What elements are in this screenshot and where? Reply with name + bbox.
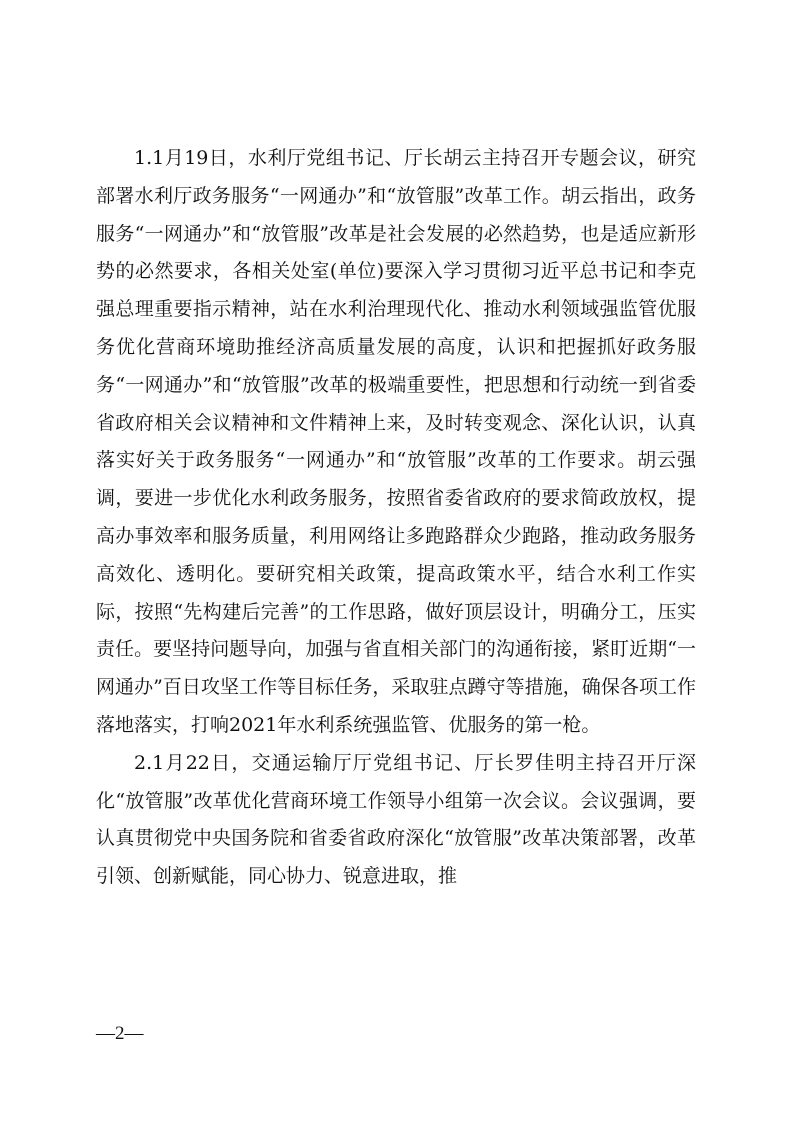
document-body: [96, 140, 696, 896]
page-number: —2—: [96, 1023, 144, 1044]
paragraph-2: 2.1月22日，交通运输厅厅党组书记、厅长罗佳明主持召开厅深化“放管服”改革优化营商环境工作领导小组第一次会议。会议强调，要认真贯彻党中央国务院和省委省政府深化“放管服”改革决策部署，改革引领、创新赋能，同心协力、锐意进取，推: [96, 751, 696, 888]
paragraph-1: 1.1月19日，水利厅党组书记、厅长胡云主持召开专题会议，研究部署水利厅政务服务“一网通办”和“放管服”改革工作。胡云指出，政务服务“一网通办”和“放管服”改革是社会发展的必然趋势，也是适应新形势的必然要求，各相关处室(单位)要深入学习贯彻习近平总书记和李克强总理重要指示精神，站在水利治理现代化、推动水利领域强监管优服务优化营商环境助推经济高质量发展的高度，认识和把握抓好政务服务“一网通办”和“放管服”改革的极端重要性，把思想和行动统一到省委省政府相关会议精神和文件精神上来，及时转变观念、深化认识，认真落实好关于政务服务“一网通办”和“放管服”改革的工作要求。胡云强调，要进一步优化水利政务服务，按照省委省政府的要求简政放权，提高办事效率和服务质量，利用网络让多跑路群众少跑路，推动政务服务高效化、透明化。要研究相关政策，提高政策水平，结合水利工作实际，按照“先构建后完善”的工作思路，做好顶层设计，明确分工，压实责任。要坚持问题导向，加强与省直相关部门的沟通衔接，紧盯近期“一网通办”百日攻坚工作等目标任务，采取驻点蹲守等措施，确保各项工作落地落实，打响2021年水利系统强监管、优服务的第一枪。: [96, 147, 696, 736]
